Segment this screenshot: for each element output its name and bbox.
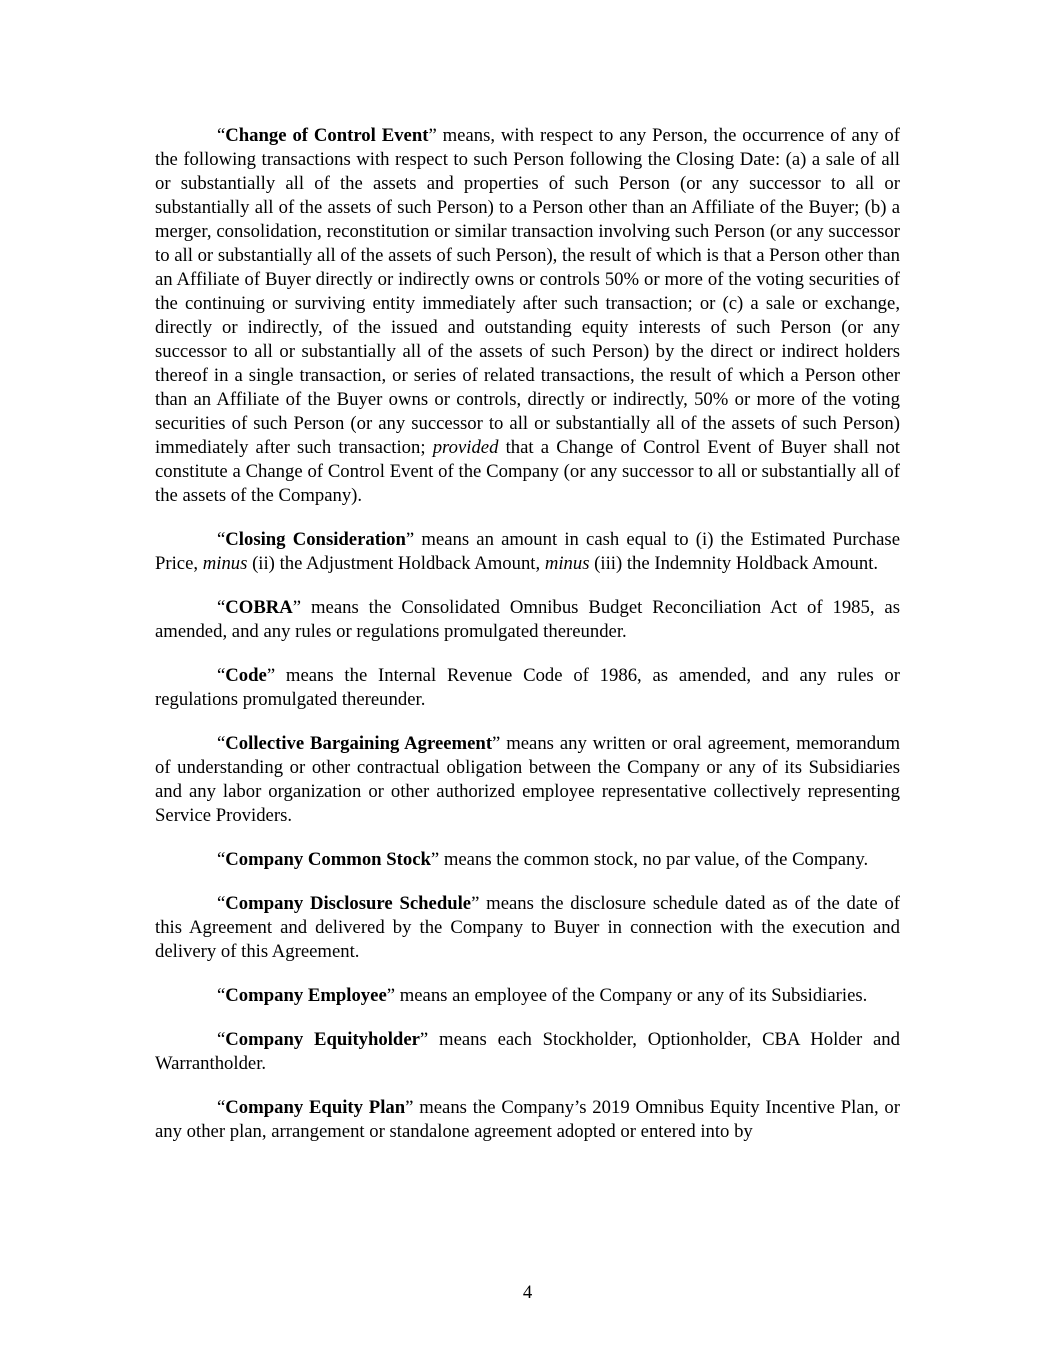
definition-paragraph: “Closing Consideration” means an amount in cash equal to (i) the Estimated Purchase Price, minus (ii) the Adjustment Holdback Amount, minus (iii) the Indemnity Holdback Amount. — [155, 529, 900, 574]
definition-paragraph: “Collective Bargaining Agreement” means any written or oral agreement, memorandum of understanding or other contractual obligation between the Company or any of its Subsidiaries and any labor organization or other authorized employee representative collectively representing Service Providers. — [155, 733, 900, 826]
definition-text: that a Change of Control Event of Buyer shall not constitute a Change of Control Event of the Company (or any successor to all or substantially all of the assets of the Company). — [155, 437, 900, 506]
definition-text: ” means the disclosure schedule dated as of the date of this Agreement and delivered by the Company to Buyer in connection with the execution and delivery of this Agreement. — [155, 893, 901, 962]
definition-text: ” means the Internal Revenue Code of 1986, as amended, and any rules or regulations promulgated thereunder. — [155, 665, 900, 710]
definition-paragraph: “Code” means the Internal Revenue Code of 1986, as amended, and any rules or regulations promulgated thereunder. — [155, 665, 900, 710]
definition-paragraph: “COBRA” means the Consolidated Omnibus Budget Reconciliation Act of 1985, as amended, and any rules or regulations promulgated thereunder. — [155, 597, 900, 642]
definition-text: ” means the Company’s 2019 Omnibus Equity Incentive Plan, or any other plan, arrangement or standalone agreement adopted or entered into by — [155, 1097, 900, 1142]
definition-text: ” means the Consolidated Omnibus Budget Reconciliation Act of 1985, as amended, and any rules or regulations promulgated thereunder. — [155, 597, 900, 642]
defined-term: Code — [225, 665, 267, 686]
definition-paragraph: “Company Equity Plan” means the Company’s 2019 Omnibus Equity Incentive Plan, or any other plan, arrangement or standalone agreement adopted or entered into by — [155, 1097, 900, 1142]
definition-text: ” means an employee of the Company or any of its Subsidiaries. — [386, 985, 868, 1006]
document-body — [155, 124, 900, 1164]
definition-text: (ii) the Adjustment Holdback Amount, — [247, 553, 545, 574]
emphasis-text: minus — [202, 553, 248, 574]
definition-paragraph: “Company Employee” means an employee of the Company or any of its Subsidiaries. — [217, 985, 868, 1006]
defined-term: Company Employee — [225, 985, 387, 1006]
defined-term: Closing Consideration — [225, 529, 406, 550]
emphasis-text: provided — [432, 437, 499, 458]
emphasis-text: minus — [544, 553, 590, 574]
definition-paragraph: “Company Equityholder” means each Stockholder, Optionholder, CBA Holder and Warrantholder. — [155, 1029, 900, 1074]
definition-paragraph: “Company Common Stock” means the common stock, no par value, of the Company. — [217, 849, 869, 870]
defined-term: Collective Bargaining Agreement — [225, 733, 493, 754]
definition-paragraph: “Company Disclosure Schedule” means the disclosure schedule dated as of the date of this Agreement and delivered by the Company to Buyer in connection with the execution and delivery of this Agreement. — [155, 893, 901, 962]
defined-term: Company Equity Plan — [225, 1097, 406, 1118]
definition-text: ” means any written or oral agreement, memorandum of understanding or other contractual obligation between the Company or any of its Subsidiaries and any labor organization or other authorized employee representative collectively representing Service Providers. — [155, 733, 900, 826]
definition-text: ” means, with respect to any Person, the occurrence of any of the following transactions with respect to such Person following the Closing Date: (a) a sale of all or substantially all of the assets and properties of such Person (or any successor to all or substantially all of the assets of such Person) to a Person other than an Affiliate of the Buyer; (b) a merger, consolidation, reconstitution or similar transaction involving such Person (or any successor to all or substantially all of the assets of such Person), the result of which is that a Person other than an Affiliate of Buyer directly or indirectly owns or controls 50% or more of the voting securities of the continuing or surviving entity immediately after such transaction; or (c) a sale or exchange, directly or indirectly, of the issued and outstanding equity interests of such Person (or any successor to all or substantially all of the assets of such Person) by the direct or indirect holders thereof in a single transaction, or series of related transactions, the result of which a Person other than an Affiliate of the Buyer owns or controls, directly or indirectly, 50% or more of the voting securities of such Person (or any successor to all or substantially all of the assets of such Person) immediately after such transaction; — [155, 125, 900, 458]
defined-term: Company Equityholder — [225, 1029, 420, 1050]
definition-text: ” means the common stock, no par value, of the Company. — [430, 849, 869, 870]
definition-text: ” means each Stockholder, Optionholder, CBA Holder and Warrantholder. — [155, 1029, 900, 1074]
defined-term: Change of Control Event — [225, 125, 429, 146]
definition-text: ” means an amount in cash equal to (i) the Estimated Purchase Price, — [155, 529, 900, 574]
definition-text: (iii) the Indemnity Holdback Amount. — [589, 553, 879, 574]
defined-term: Company Disclosure Schedule — [225, 893, 472, 914]
definition-paragraph: “Change of Control Event” means, with respect to any Person, the occurrence of any of the following transactions with respect to such Person following the Closing Date: (a) a sale of all or substantially all of the assets and properties of such Person (or any successor to all or substantially all of the assets of such Person) to a Person other than an Affiliate of the Buyer; (b) a merger, consolidation, reconstitution or similar transaction involving such Person (or any successor to all or substantially all of the assets of such Person), the result of which is that a Person other than an Affiliate of Buyer directly or indirectly owns or controls 50% or more of the voting securities of the continuing or surviving entity immediately after such transaction; or (c) a sale or exchange, directly or indirectly, of the issued and outstanding equity interests of such Person (or any successor to all or substantially all of the assets of such Person) by the direct or indirect holders thereof in a single transaction, or series of related transactions, the result of which a Person other than an Affiliate of the Buyer owns or controls, directly or indirectly, 50% or more of the voting securities of such Person (or any successor to all or substantially all of the assets of such Person) immediately after such transaction; provided that a Change of Control Event of Buyer shall not constitute a Change of Control Event of the Company (or any successor to all or substantially all of the assets of the Company). — [155, 125, 900, 506]
defined-term: COBRA — [225, 597, 293, 618]
defined-term: Company Common Stock — [225, 849, 431, 870]
page-number: 4 — [522, 1282, 533, 1303]
